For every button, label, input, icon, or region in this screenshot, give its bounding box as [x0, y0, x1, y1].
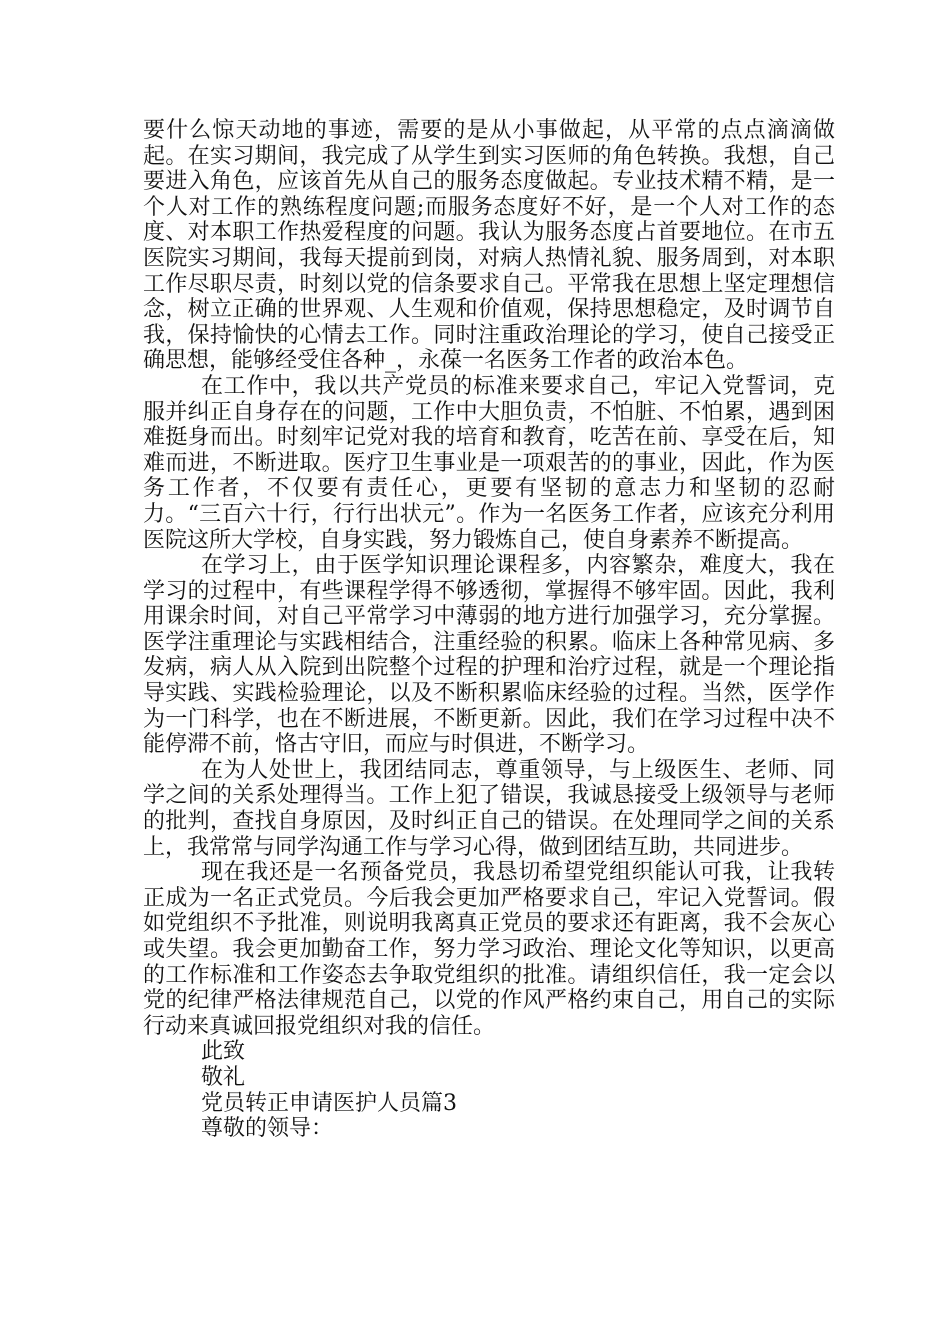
closing-salutation-1: 此致 — [201, 1039, 246, 1065]
closing-salutation-2: 敬礼 — [201, 1064, 246, 1090]
next-section-greeting: 尊敬的领导： — [201, 1116, 334, 1142]
paragraph-relations: 在为人处世上，我团结同志，尊重领导，与上级医生、老师、同学之间的关系处理得当。工作上犯了错误，我诚恳接受上级领导与老师的批判，查找自身原因，及时纠正自己的错误。在处理同学之间的关系上，我常常与同学沟通工作与学习心得，做到团结互助，共同进步。 — [143, 757, 835, 860]
paragraph-study: 在学习上，由于医学知识理论课程多，内容繁杂，难度大，我在学习的过程中，有些课程学得不够透彻，掌握得不够牢固。因此，我利用课余时间，对自己平常学习中薄弱的地方进行加强学习，充分掌握。医学注重理论与实践相结合，注重经验的积累。临床上各种常见病、多发病，病人从入院到出院整个过程的护理和治疗过程，就是一个理论指导实践、实践检验理论，以及不断积累临床经验的过程。当然，医学作为一门科学，也在不断进展，不断更新。因此，我们在学习过程中决不能停滞不前，恪古守旧，而应与时俱进，不断学习。 — [143, 553, 835, 758]
document-body — [143, 118, 835, 1142]
paragraph-work: 在工作中，我以共产党员的标准来要求自己，牢记入党誓词，克服并纠正自身存在的问题，工作中大胆负责，不怕脏、不怕累，遇到困难挺身而出。时刻牢记党对我的培育和教育，吃苦在前、享受在后，知难而进，不断进取。医疗卫生事业是一项艰苦的的事业，因此，作为医务工作者，不仅要有责任心，更要有坚韧的意志力和坚韧的忍耐力。“三百六十行，行行出状元”。作为一名医务工作者，应该充分利用医院这所大学校，自身实践，努力锻炼自己，使自身素养不断提高。 — [143, 373, 835, 553]
paragraph-service-attitude: 要什么惊天动地的事迹，需要的是从小事做起，从平常的点点滴滴做起。在实习期间，我完成了从学生到实习医师的角色转换。我想，自己要进入角色，应该首先从自己的服务态度做起。专业技术精不精，是一个人对工作的熟练程度问题;而服务态度好不好，是一个人对工作的态度、对本职工作热爱程度的问题。我认为服务态度占首要地位。在市五医院实习期间，我每天提前到岗，对病人热情礼貌、服务周到，对本职工作尽职尽责，时刻以党的信条要求自己。平常我在思想上坚定理想信念，树立正确的世界观、人生观和价值观，保持思想稳定，及时调节自我，保持愉快的心情去工作。同时注重政治理论的学习，使自己接受正确思想，能够经受住各种_，永葆一名医务工作者的政治本色。 — [143, 118, 835, 374]
paragraph-commitment: 现在我还是一名预备党员，我恳切希望党组织能认可我，让我转正成为一名正式党员。今后我会更加严格要求自己，牢记入党誓词。假如党组织不予批准，则说明我离真正党员的要求还有距离，我不会灰心或失望。我会更加勤奋工作，努力学习政治、理论文化等知识，以更高的工作标准和工作姿态去争取党组织的批准。请组织信任，我一定会以党的纪律严格法律规范自己，以党的作风严格约束自己，用自己的实际行动来真诚回报党组织对我的信任。 — [143, 860, 835, 1039]
next-section-title: 党员转正申请医护人员篇3 — [201, 1090, 457, 1116]
